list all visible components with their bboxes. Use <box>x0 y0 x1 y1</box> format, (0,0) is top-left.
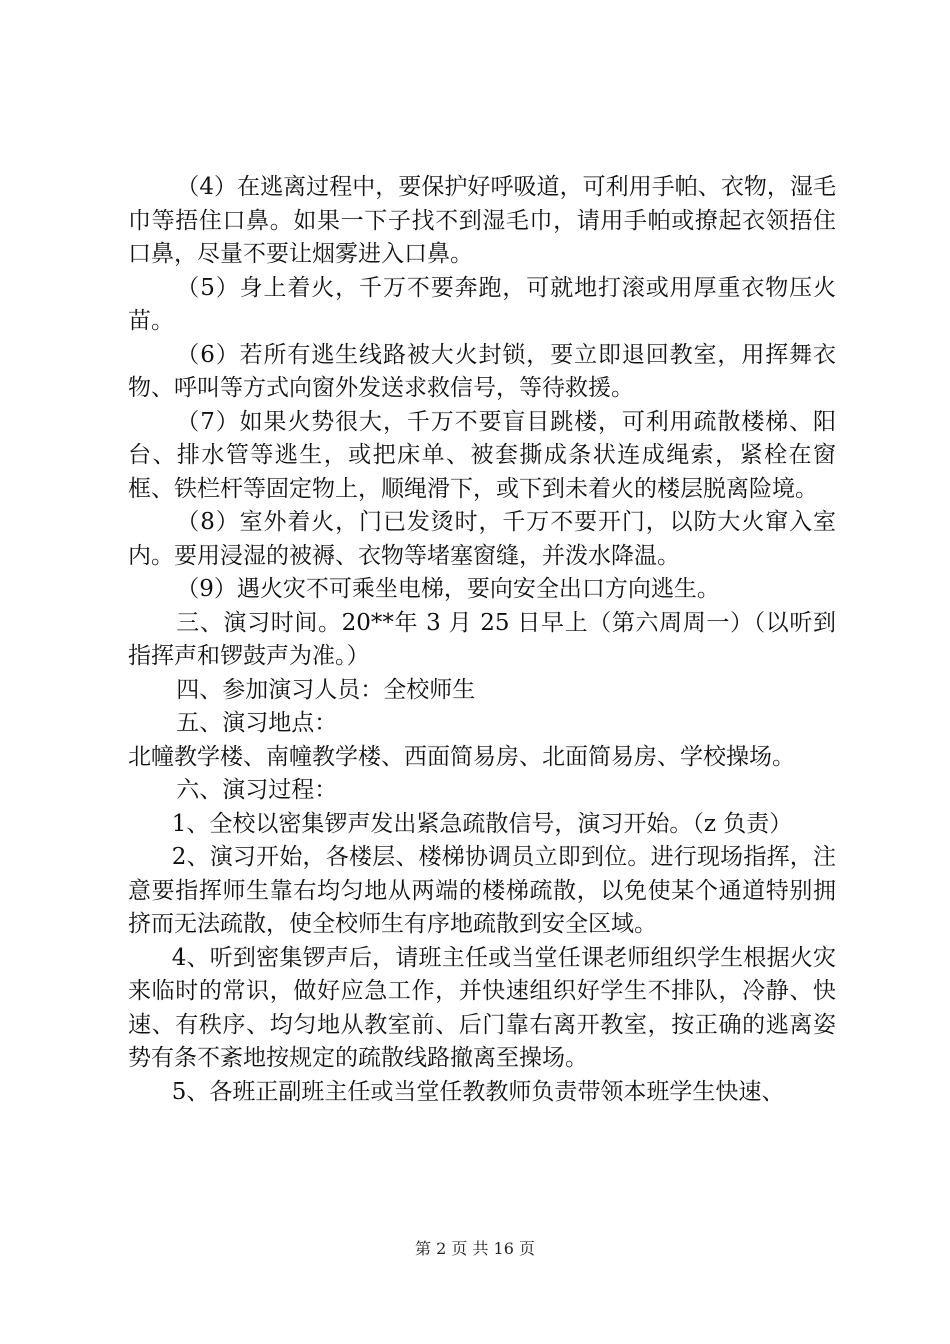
paragraph-6-escape-blocked: （6）若所有逃生线路被大火封锁，要立即退回教室，用挥舞衣物、呼叫等方式向窗外发送求救信号，等待救援。 <box>128 341 836 401</box>
section-3-drill-time: 三、演习时间。20**年 3 月 25 日早上（第六周周一）（以听到指挥声和锣鼓声为准。） <box>128 609 836 669</box>
process-step-2: 2、演习开始，各楼层、楼梯协调员立即到位。进行现场指挥，注意要指挥师生靠右均匀地从两端的楼梯疏散，以免使某个通道特别拥挤而无法疏散，使全校师生有序地疏散到安全区域。 <box>128 844 836 937</box>
process-step-4: 4、听到密集锣声后，请班主任或当堂任课老师组织学生根据火灾来临时的常识，做好应急工作，并快速组织好学生不排队，冷静、快速、有秩序、均匀地从教室前、后门靠右离开教室，按正确的逃离姿势有条不紊地按规定的疏散线路撤离至操场。 <box>128 944 836 1071</box>
document-body <box>128 171 836 1109</box>
paragraph-8-outdoor-fire: （8）室外着火，门已发烫时，千万不要开门，以防大火窜入室内。要用浸湿的被褥、衣物等堵塞窗缝，并泼水降温。 <box>128 509 836 569</box>
paragraph-4-protect-airway: （4）在逃离过程中，要保护好呼吸道，可利用手帕、衣物，湿毛巾等捂住口鼻。如果一下子找不到湿毛巾，请用手帕或撩起衣领捂住口鼻，尽量不要让烟雾进入口鼻。 <box>128 174 836 267</box>
section-5-drill-location-heading: 五、演习地点： <box>176 710 338 736</box>
section-5-drill-locations: 北幢教学楼、南幢教学楼、西面简易房、北面简易房、学校操场。 <box>128 743 795 770</box>
process-step-5: 5、各班正副班主任或当堂任教教师负责带领本班学生快速、 <box>171 1078 785 1105</box>
section-6-drill-process-heading: 六、演习过程： <box>176 777 338 803</box>
paragraph-9-no-elevator: （9）遇火灾不可乘坐电梯，要向安全出口方向逃生。 <box>176 576 720 602</box>
paragraph-7-do-not-jump: （7）如果火势很大，千万不要盲目跳楼，可利用疏散楼梯、阳台、排水管等逃生，或把床单、被套撕成条状连成绳索，紧栓在窗框、铁栏杆等固定物上，顺绳滑下，或下到未着火的楼层脱离险境。 <box>128 408 836 502</box>
section-4-participants: 四、参加演习人员：全校师生 <box>176 676 476 703</box>
page-number-footer: 第 2 页 共 16 页 <box>415 1239 535 1258</box>
process-step-1: 1、全校以密集锣声发出紧急疏散信号，演习开始。（z 负责） <box>171 810 793 837</box>
paragraph-5-clothes-on-fire: （5）身上着火，千万不要奔跑，可就地打滚或用厚重衣物压火苗。 <box>128 274 836 334</box>
